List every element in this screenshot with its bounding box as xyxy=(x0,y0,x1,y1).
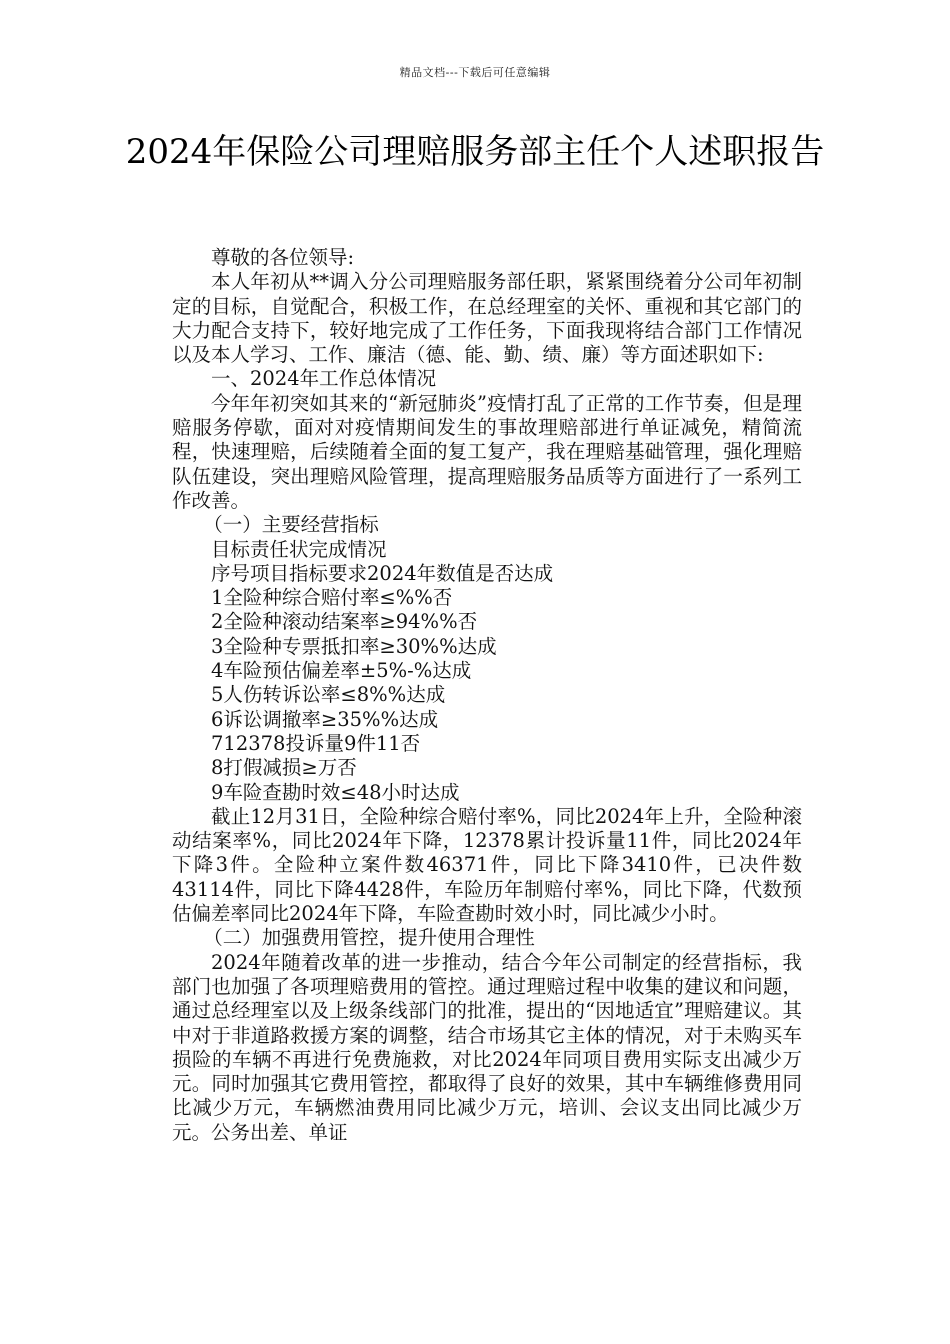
subsection2-heading: （二）加强费用管控，提升使用合理性 xyxy=(203,926,535,950)
table-row: 5人伤转诉讼率≤8%%达成 xyxy=(211,683,446,707)
greeting: 尊敬的各位领导: xyxy=(211,246,355,269)
document-title: 2024年保险公司理赔服务部主任个人述职报告 xyxy=(125,132,825,172)
page-header: 精品文档---下载后可任意编辑 xyxy=(399,66,551,79)
table-row: 9车险查勘时效≤48小时达成 xyxy=(211,780,460,804)
table-row: 3全险种专票抵扣率≥30%%达成 xyxy=(211,634,497,658)
document-body xyxy=(172,246,802,1145)
section1-paragraph: 今年年初突如其来的“新冠肺炎”疫情打乱了正常的工作节奏，但是理赔服务停歇，面对对疫情期间发生的事故理赔部进行单证减免，精简流程，快速理赔，后续随着全面的复工复产，我在理赔基础管理，强化理赔队伍建设，突出理赔风险管理，提高理赔服务品质等方面进行了一系列工作改善。 xyxy=(172,391,802,512)
table-row: 8打假减损≥万否 xyxy=(211,756,357,780)
subsection1-heading: （一）主要经营指标 xyxy=(203,513,379,537)
subsection2-paragraph: 2024年随着改革的进一步推动，结合今年公司制定的经营指标，我部门也加强了各项理赔费用的管控。通过理赔过程中收集的建议和问题，通过总经理室以及上级条线部门的批准，提出的“因地适宜”理赔建议。其中对于非道路救援方案的调整，结合市场其它主体的情况，对于未购买车损险的车辆不再进行免费施救，对比2024年同项目费用实际支出减少万元。同时加强其它费用管控，都取得了良好的效果，其中车辆维修费用同比减少万元，车辆燃油费用同比减少万元，培训、会议支出同比减少万元。公务出差、单证 xyxy=(172,950,802,1144)
table-row: 712378投诉量9件11否 xyxy=(211,731,421,755)
table-row: 4车险预估偏差率±5%-%达成 xyxy=(211,659,472,683)
table-header: 序号项目指标要求2024年数值是否达成 xyxy=(211,561,554,585)
table-row: 2全险种滚动结案率≥94%%否 xyxy=(211,610,478,634)
table-row: 6诉讼调撤率≥35%%达成 xyxy=(211,707,439,731)
summary-paragraph: 截止12月31日，全险种综合赔付率%，同比2024年上升，全险种滚动结案率%，同比2024年下降，12378累计投诉量11件，同比2024年下降3件。全险种立案件数46371件，同比下降3410件，已决件数43114件，同比下降4428件，车险历年制赔付率%，同比下降，代数预估偏差率同比2024年下降，车险查勘时效小时，同比减少小时。 xyxy=(172,804,802,926)
target-heading: 目标责任状完成情况 xyxy=(211,537,387,561)
intro-paragraph: 本人年初从**调入分公司理赔服务部任职，紧紧围绕着分公司年初制定的目标，自觉配合，积极工作，在总经理室的关怀、重视和其它部门的大力配合支持下，较好地完成了工作任务，下面我现将结合部门工作情况以及本人学习、工作、廉洁（德、能、勤、绩、廉）等方面述职如下: xyxy=(172,270,802,367)
section1-heading: 一、2024年工作总体情况 xyxy=(211,367,437,391)
table-row: 1全险种综合赔付率≤%%否 xyxy=(211,586,453,610)
